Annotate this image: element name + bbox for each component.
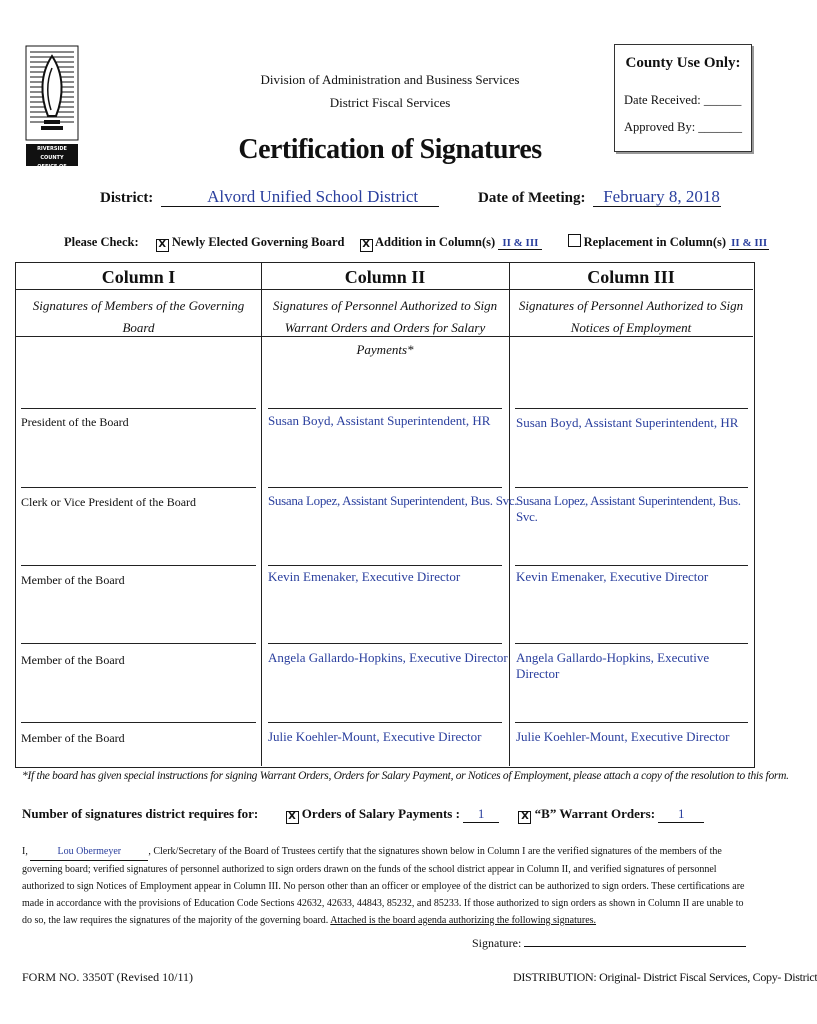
please-check-label: Please Check:: [64, 235, 139, 249]
date-received-field: Date Received: ______: [624, 93, 742, 107]
logo-line-2: OFFICE OF EDUCATION: [35, 164, 69, 179]
row-4-column-3-name: Angela Gallardo-Hopkins, Executive Director: [516, 650, 710, 681]
signature-line[interactable]: [515, 643, 748, 644]
attached-agenda-note: Attached is the board agenda authorizing the following signatures.: [330, 915, 597, 926]
addition-checkbox[interactable]: X: [360, 239, 373, 252]
district-row: [100, 188, 439, 207]
row-5-board-role: Member of the Board: [21, 731, 125, 745]
signature-row: [472, 934, 746, 951]
row-5-column-3-name: Julie Koehler-Mount, Executive Director: [516, 729, 730, 744]
meeting-row: [478, 188, 721, 207]
row-3-column-2-name: Kevin Emenaker, Executive Director: [268, 569, 461, 584]
warrant-orders-label: “B” Warrant Orders:: [534, 806, 656, 821]
signature-line[interactable]: [268, 643, 502, 644]
replacement-label: Replacement in Column(s): [583, 235, 727, 249]
warrant-orders-count-field[interactable]: 1: [658, 806, 704, 823]
division-line: Division of Administration and Business Services: [260, 72, 520, 87]
salary-payments-count-field[interactable]: 1: [463, 806, 499, 823]
row-2-column-3-name: Susana Lopez, Assistant Superintendent, Bus. Svc.: [516, 493, 741, 524]
newly-elected-checkbox[interactable]: X: [156, 239, 169, 252]
certification-paragraph: [22, 843, 752, 929]
column-3-subtitle: [509, 295, 753, 339]
addition-columns-field[interactable]: II & III: [498, 237, 542, 250]
column-3-title: Column III: [587, 267, 675, 287]
county-use-box: [614, 44, 752, 152]
county-use-title: County Use Only:: [625, 55, 741, 71]
salary-payments-label: Orders of Salary Payments :: [301, 806, 460, 821]
row-2-column-2-name: Susana Lopez, Assistant Superintendent, Bus. Svc.: [268, 493, 518, 508]
clerk-name-field[interactable]: Lou Obermeyer: [30, 843, 148, 861]
district-label: District:: [100, 190, 154, 206]
header-divider: [16, 289, 753, 290]
newly-elected-label: Newly Elected Governing Board: [171, 235, 345, 249]
row-2-board-role: Clerk or Vice President of the Board: [21, 495, 197, 509]
replacement-checkbox[interactable]: [568, 234, 581, 247]
resolution-note: *If the board has given special instructions for signing Warrant Orders, Orders for Salary Payment, or Notices of Employment, please attach a copy of the resolution to this form.: [22, 770, 789, 782]
form-number: FORM NO. 3350T (Revised 10/11): [22, 970, 193, 984]
signature-field[interactable]: [524, 934, 746, 947]
column-2-title: Column II: [344, 267, 426, 287]
meeting-date-label: Date of Meeting:: [478, 190, 586, 206]
signature-line[interactable]: [21, 408, 256, 409]
warrant-orders-checkbox[interactable]: X: [518, 811, 531, 824]
logo-line-1: RIVERSIDE COUNTY: [37, 146, 67, 161]
signature-line[interactable]: [515, 487, 748, 488]
row-4-column-2-name: Angela Gallardo-Hopkins, Executive Director: [268, 650, 508, 665]
signature-label: Signature:: [472, 936, 522, 950]
salary-payments-checkbox[interactable]: X: [286, 811, 299, 824]
signature-line[interactable]: [268, 487, 502, 488]
signature-line[interactable]: [268, 722, 502, 723]
row-1-board-role: President of the Board: [21, 415, 129, 429]
row-1-column-3-name: Susan Boyd, Assistant Superintendent, HR: [516, 415, 739, 430]
approved-by-field: Approved By: _______: [624, 120, 743, 134]
row-3-board-role: Member of the Board: [21, 573, 125, 587]
requires-row: [22, 806, 704, 824]
replacement-columns-field[interactable]: II & III: [731, 237, 768, 249]
signature-line[interactable]: [21, 487, 256, 488]
distribution-note: DISTRIBUTION: Original- District Fiscal Services, Copy- District: [513, 970, 817, 984]
row-4-board-role: Member of the Board: [21, 653, 125, 667]
row-5-column-2-name: Julie Koehler-Mount, Executive Director: [268, 729, 482, 744]
certify-prefix: I,: [22, 846, 31, 857]
column-2-subtitle: [261, 295, 509, 361]
column-2-subtitle-line-2: Warrant Orders and Orders for Salary Payments*: [284, 320, 486, 357]
signature-line[interactable]: [21, 565, 256, 566]
signature-table: [15, 262, 755, 768]
column-1-subtitle: [16, 295, 261, 339]
certify-text: , Clerk/Secretary of the Board of Trustees certify that the signatures shown below in Column I are the verified signatures of the members of the governing board; verified signatures of personnel authorized to sign orders drawn on the funds of the school district appear in Column II, and verified signatures of personnel authorized to sign Notices of Employment appear in Column III. No person other than an officer or employee of the district can be authorized to sign orders. These certifications are made in accordance with the provisions of Education Code Sections 42632, 42633, 44843, 85232, and 85233. If those authorized to sign orders as shown in Column II are unable to do so, the law requires the signatures of the majority of the governing board.: [22, 846, 745, 926]
district-field[interactable]: Alvord Unified School District: [207, 187, 419, 206]
district-logo: [26, 46, 78, 179]
signature-line[interactable]: [268, 565, 502, 566]
signature-line[interactable]: [515, 722, 748, 723]
column-3-subtitle-line-2: Notices of Employment: [570, 320, 692, 335]
fiscal-services-line: District Fiscal Services: [329, 95, 451, 110]
requires-label: Number of signatures district requires for:: [22, 806, 259, 821]
column-1-subtitle-line: Signatures of Members of the Governing Board: [32, 298, 245, 335]
row-1-column-2-name: Susan Boyd, Assistant Superintendent, HR: [268, 413, 491, 428]
meeting-date-field[interactable]: February 8, 2018: [603, 187, 720, 206]
please-check-row: [64, 234, 769, 252]
row-3-column-3-name: Kevin Emenaker, Executive Director: [516, 569, 709, 584]
signature-line[interactable]: [515, 408, 748, 409]
signature-line[interactable]: [515, 565, 748, 566]
signature-line[interactable]: [21, 643, 256, 644]
signature-line[interactable]: [268, 408, 502, 409]
column-1-title: Column I: [101, 267, 176, 287]
page-title: Certification of Signatures: [238, 134, 542, 165]
column-2-subtitle-line-1: Signatures of Personnel Authorized to Sign: [272, 298, 498, 313]
addition-label: Addition in Column(s): [375, 235, 496, 249]
signature-line[interactable]: [21, 722, 256, 723]
column-3-subtitle-line-1: Signatures of Personnel Authorized to Sign: [518, 298, 744, 313]
